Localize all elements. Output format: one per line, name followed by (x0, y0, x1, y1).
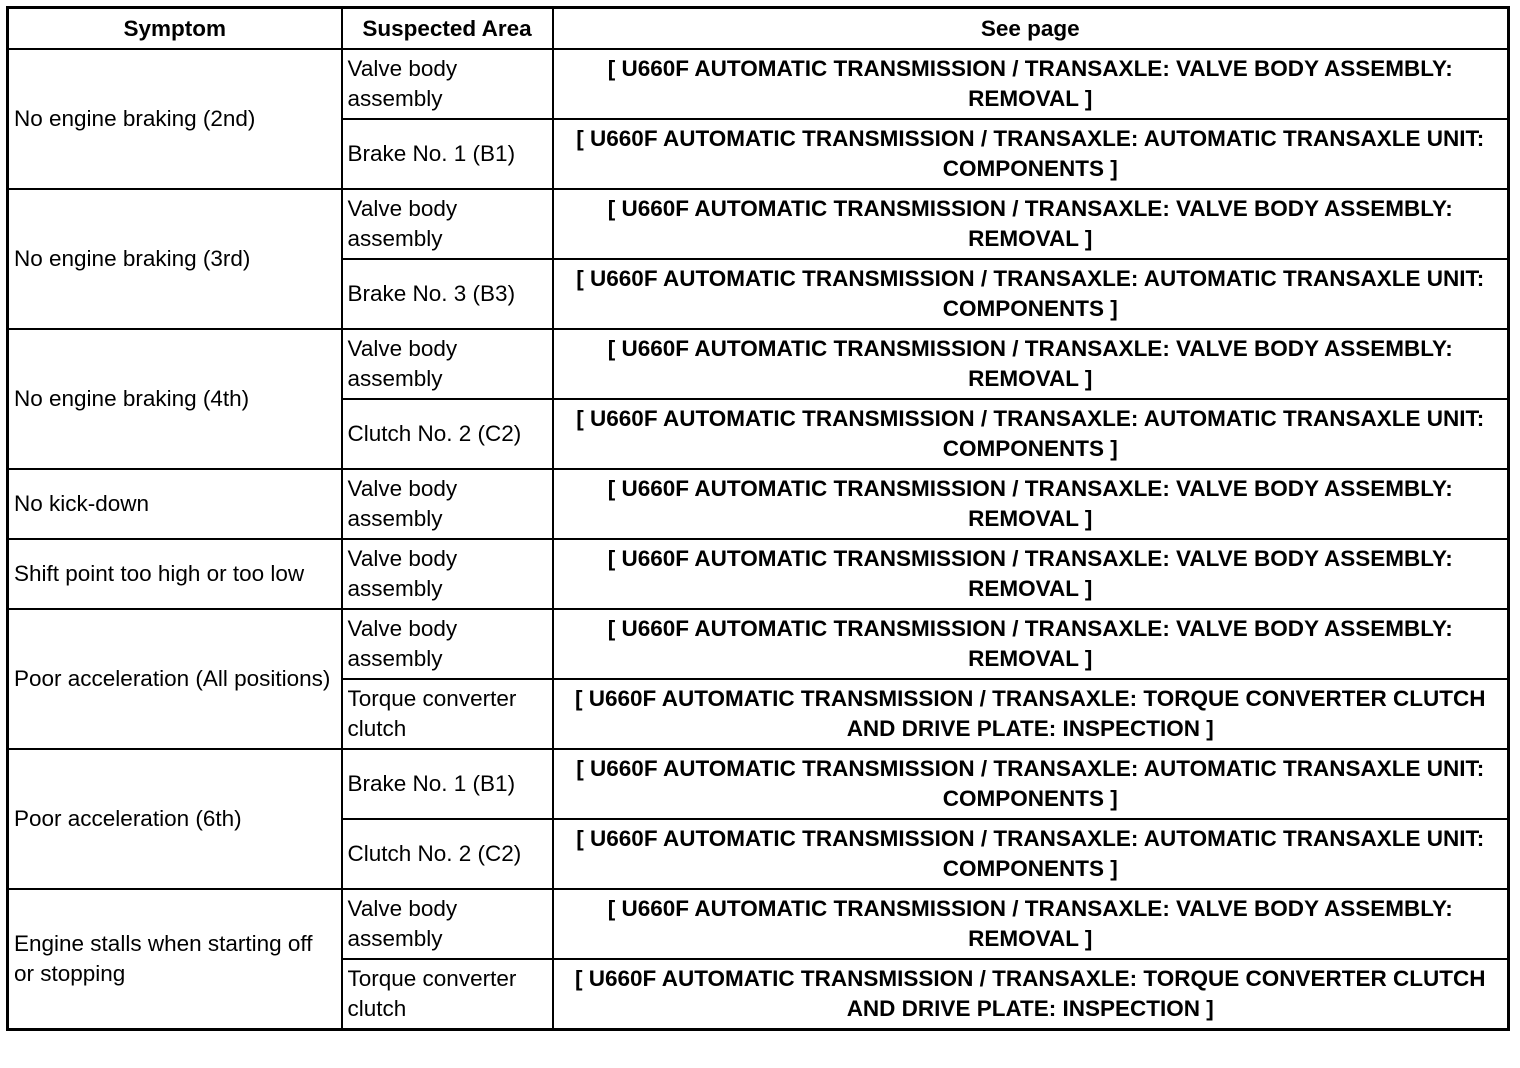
symptom-cell: Poor acceleration (All positions) (8, 609, 342, 749)
suspected-area-cell: Valve body assembly (342, 889, 553, 959)
see-page-link[interactable]: [ U660F AUTOMATIC TRANSMISSION / TRANSAXLE: VALVE BODY ASSEMBLY: REMOVAL ] (553, 329, 1509, 399)
suspected-area-cell: Valve body assembly (342, 329, 553, 399)
header-symptom: Symptom (8, 8, 342, 50)
see-page-link[interactable]: [ U660F AUTOMATIC TRANSMISSION / TRANSAXLE: AUTOMATIC TRANSAXLE UNIT: COMPONENTS ] (553, 399, 1509, 469)
suspected-area-cell: Torque converter clutch (342, 959, 553, 1030)
symptom-cell: No engine braking (2nd) (8, 49, 342, 189)
table-row (8, 609, 1509, 679)
table-row (8, 469, 1509, 539)
table-row (8, 539, 1509, 609)
see-page-link[interactable]: [ U660F AUTOMATIC TRANSMISSION / TRANSAXLE: VALVE BODY ASSEMBLY: REMOVAL ] (553, 609, 1509, 679)
suspected-area-cell: Valve body assembly (342, 539, 553, 609)
suspected-area-cell: Valve body assembly (342, 49, 553, 119)
table-row (8, 329, 1509, 399)
suspected-area-cell: Valve body assembly (342, 189, 553, 259)
suspected-area-cell: Torque converter clutch (342, 679, 553, 749)
header-suspected-area: Suspected Area (342, 8, 553, 50)
symptom-cell: No kick-down (8, 469, 342, 539)
see-page-link[interactable]: [ U660F AUTOMATIC TRANSMISSION / TRANSAXLE: VALVE BODY ASSEMBLY: REMOVAL ] (553, 539, 1509, 609)
table-row (8, 749, 1509, 819)
see-page-link[interactable]: [ U660F AUTOMATIC TRANSMISSION / TRANSAXLE: VALVE BODY ASSEMBLY: REMOVAL ] (553, 189, 1509, 259)
header-see-page: See page (553, 8, 1509, 50)
see-page-link[interactable]: [ U660F AUTOMATIC TRANSMISSION / TRANSAXLE: AUTOMATIC TRANSAXLE UNIT: COMPONENTS ] (553, 819, 1509, 889)
see-page-link[interactable]: [ U660F AUTOMATIC TRANSMISSION / TRANSAXLE: AUTOMATIC TRANSAXLE UNIT: COMPONENTS ] (553, 749, 1509, 819)
symptom-cell: Shift point too high or too low (8, 539, 342, 609)
see-page-link[interactable]: [ U660F AUTOMATIC TRANSMISSION / TRANSAXLE: VALVE BODY ASSEMBLY: REMOVAL ] (553, 889, 1509, 959)
symptom-cell: No engine braking (3rd) (8, 189, 342, 329)
symptom-cell: Engine stalls when starting off or stopping (8, 889, 342, 1030)
suspected-area-cell: Valve body assembly (342, 469, 553, 539)
see-page-link[interactable]: [ U660F AUTOMATIC TRANSMISSION / TRANSAXLE: TORQUE CONVERTER CLUTCH AND DRIVE PLATE: INSPECTION ] (553, 959, 1509, 1030)
see-page-link[interactable]: [ U660F AUTOMATIC TRANSMISSION / TRANSAXLE: TORQUE CONVERTER CLUTCH AND DRIVE PLATE: INSPECTION ] (553, 679, 1509, 749)
suspected-area-cell: Valve body assembly (342, 609, 553, 679)
see-page-link[interactable]: [ U660F AUTOMATIC TRANSMISSION / TRANSAXLE: AUTOMATIC TRANSAXLE UNIT: COMPONENTS ] (553, 119, 1509, 189)
suspected-area-cell: Clutch No. 2 (C2) (342, 819, 553, 889)
table-row (8, 189, 1509, 259)
table-row (8, 49, 1509, 119)
see-page-link[interactable]: [ U660F AUTOMATIC TRANSMISSION / TRANSAXLE: AUTOMATIC TRANSAXLE UNIT: COMPONENTS ] (553, 259, 1509, 329)
suspected-area-cell: Clutch No. 2 (C2) (342, 399, 553, 469)
header-row (8, 8, 1509, 50)
symptom-cell: Poor acceleration (6th) (8, 749, 342, 889)
symptom-cell: No engine braking (4th) (8, 329, 342, 469)
table-row (8, 889, 1509, 959)
see-page-link[interactable]: [ U660F AUTOMATIC TRANSMISSION / TRANSAXLE: VALVE BODY ASSEMBLY: REMOVAL ] (553, 49, 1509, 119)
see-page-link[interactable]: [ U660F AUTOMATIC TRANSMISSION / TRANSAXLE: VALVE BODY ASSEMBLY: REMOVAL ] (553, 469, 1509, 539)
troubleshooting-table (6, 6, 1510, 1031)
suspected-area-cell: Brake No. 1 (B1) (342, 119, 553, 189)
suspected-area-cell: Brake No. 3 (B3) (342, 259, 553, 329)
suspected-area-cell: Brake No. 1 (B1) (342, 749, 553, 819)
